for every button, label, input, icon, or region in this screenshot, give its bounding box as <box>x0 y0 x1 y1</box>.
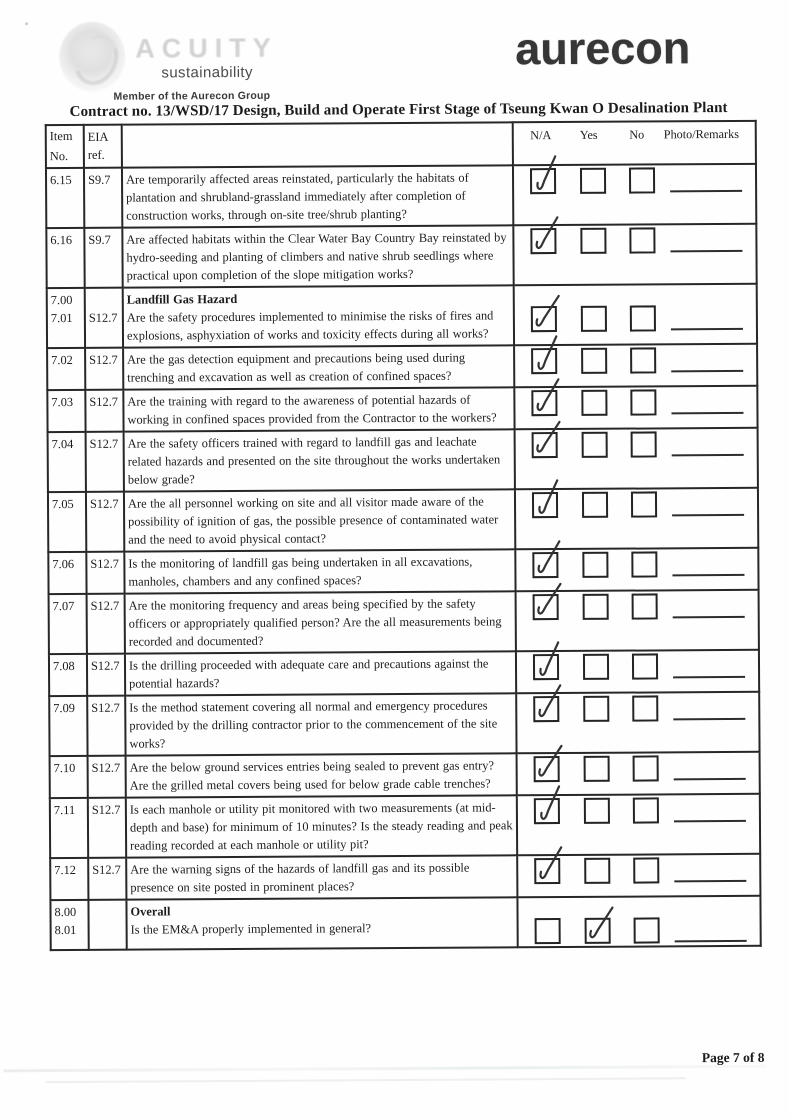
table-row <box>46 164 756 228</box>
eia-ref-cell <box>87 594 125 654</box>
eia-ref: S12.7 <box>90 495 120 513</box>
no-checkbox <box>630 389 656 415</box>
question-text: Are the all personnel working on site and all visitor made aware of the possibility of ignition of gas, the possible presence of contaminated water and the need to avoid physical contact? <box>128 492 511 548</box>
item-no-cell <box>49 654 87 696</box>
answer-options <box>520 653 755 680</box>
eia-ref: S12.7 <box>90 555 120 573</box>
yes-checkbox <box>581 306 607 332</box>
check-mark-icon <box>529 841 574 886</box>
no-checkbox <box>629 227 655 253</box>
answer-options <box>520 593 755 620</box>
na-column-label: N/A <box>524 126 558 144</box>
check-mark-icon <box>527 535 572 580</box>
question-header <box>122 122 513 167</box>
acuity-tagline: Member of the Aurecon Group <box>113 90 270 103</box>
table-row <box>47 344 757 390</box>
question-cell <box>123 387 514 431</box>
item-no: 7.12 <box>54 861 84 879</box>
answer-options <box>519 551 754 578</box>
question-cell <box>125 591 516 653</box>
yes-checkbox <box>583 594 609 620</box>
yes-checkbox <box>584 798 610 824</box>
acuity-emblem-icon <box>59 22 125 92</box>
acuity-brand-text: ACUITY <box>135 33 278 65</box>
no-checkbox <box>629 167 655 193</box>
question-text: Is the EM&A properly implemented in general? <box>131 918 514 938</box>
remarks-blank-line <box>671 412 743 414</box>
check-mark-icon <box>525 414 572 461</box>
item-no-cell <box>47 288 85 348</box>
table-row <box>47 284 757 348</box>
yes-checkbox <box>584 858 610 884</box>
item-no: 7.01 <box>51 309 81 327</box>
na-checkbox <box>533 654 559 680</box>
question-text: Are the below ground services entries being sealed to prevent gas entry? Are the grilled metal covers being used for below grade cable trenches? <box>130 756 513 794</box>
question-cell <box>122 165 513 227</box>
no-checkbox <box>631 431 657 457</box>
na-checkbox <box>532 432 558 458</box>
no-checkbox <box>630 305 656 331</box>
table-row <box>49 590 759 654</box>
item-no-cell <box>48 432 86 492</box>
eia-ref: S12.7 <box>89 393 119 411</box>
table-row <box>50 752 760 798</box>
yes-checkbox <box>582 552 608 578</box>
answer-options <box>522 917 757 944</box>
no-checkbox <box>633 797 659 823</box>
item-no: 8.01 <box>55 921 85 939</box>
table-row <box>48 548 758 594</box>
item-no: 7.06 <box>52 555 82 573</box>
question-cell <box>126 795 517 857</box>
yes-checkbox <box>580 168 606 194</box>
remarks-blank-line <box>672 514 744 516</box>
eia-ref: S12.7 <box>91 657 121 675</box>
item-no: 7.04 <box>52 435 82 453</box>
yes-checkbox <box>581 348 607 374</box>
eia-ref-cell <box>85 390 123 432</box>
no-checkbox <box>633 857 659 883</box>
remarks-blank-line <box>670 250 742 252</box>
eia-ref: S9.7 <box>88 171 118 189</box>
question-text: Are the gas detection equipment and precautions being used during trenching and excavation as well as creation of confined spaces? <box>127 348 510 386</box>
table-row <box>49 650 759 696</box>
item-no: 6.15 <box>50 171 80 189</box>
page-number: Page 7 of 8 <box>702 1050 765 1066</box>
item-no-header <box>46 125 84 168</box>
item-no-cell <box>50 756 88 798</box>
item-no-cell <box>50 858 88 900</box>
check-mark-icon <box>527 738 574 785</box>
remarks-blank-line <box>672 574 744 576</box>
item-no-cell <box>49 594 87 654</box>
eia-ref-cell <box>86 492 124 552</box>
question-cell <box>126 897 517 949</box>
item-no-cell <box>46 228 84 288</box>
table-row <box>50 794 760 858</box>
item-no: 7.09 <box>53 699 83 717</box>
question-text: Are the training with regard to the awareness of potential hazards of working in confined spaces provided from the Contractor to the workers? <box>127 390 510 428</box>
no-checkbox <box>632 593 658 619</box>
table-row <box>48 488 758 552</box>
question-text: Are the safety officers trained with regard to landfill gas and leachate related hazards and presented on the site throughout the works undertaken below grade? <box>128 432 511 488</box>
table-row <box>49 692 759 756</box>
check-mark-icon <box>524 288 571 335</box>
item-no-cell <box>50 900 88 950</box>
no-checkbox <box>634 917 660 943</box>
eia-ref-cell <box>87 696 125 756</box>
no-checkbox <box>633 755 659 781</box>
answer-options <box>519 431 754 458</box>
scan-streak <box>46 1077 686 1083</box>
question-cell <box>123 285 514 347</box>
check-mark-icon <box>523 150 570 197</box>
item-no: 7.11 <box>54 801 84 819</box>
table-row <box>50 896 760 950</box>
item-header-line1: Item <box>50 128 80 145</box>
item-no-cell <box>49 696 87 756</box>
yes-checkbox <box>582 492 608 518</box>
yes-checkbox <box>583 696 609 722</box>
na-checkbox <box>531 390 557 416</box>
item-no: 7.07 <box>53 597 83 615</box>
check-mark-icon <box>525 211 570 256</box>
section-heading: Overall <box>130 900 513 920</box>
na-checkbox <box>530 228 556 254</box>
scan-speck <box>25 22 28 25</box>
eia-ref-cell <box>84 228 122 288</box>
table-row <box>48 428 758 492</box>
eia-ref-cell <box>87 654 125 696</box>
question-text: Are the safety procedures implemented to minimise the risks of fires and explosions, asphyxiation of works and toxicity effects during all works? <box>127 306 510 344</box>
question-cell <box>126 753 517 797</box>
yes-checkbox <box>583 654 609 680</box>
na-checkbox <box>533 594 559 620</box>
item-no: 7.10 <box>54 759 84 777</box>
checklist-table <box>45 120 762 951</box>
eia-ref-header: EIA ref. <box>84 125 122 168</box>
eia-ref: S9.7 <box>88 231 118 249</box>
eia-ref-cell <box>86 552 124 594</box>
table-row <box>50 854 760 900</box>
question-text: Is the monitoring of landfill gas being undertaken in all excavations, manholes, chambers and any confined spaces? <box>128 552 511 590</box>
answer-options <box>521 857 756 884</box>
check-mark-icon <box>526 636 573 683</box>
na-checkbox <box>531 306 557 332</box>
na-checkbox <box>532 552 558 578</box>
eia-ref: S12.7 <box>92 801 122 819</box>
item-no: 7.03 <box>51 393 81 411</box>
no-checkbox <box>632 653 658 679</box>
no-checkbox <box>630 347 656 373</box>
item-no: 7.08 <box>53 657 83 675</box>
remarks-blank-line <box>674 778 746 780</box>
eia-ref-cell <box>84 168 122 228</box>
answer-options <box>518 305 753 332</box>
eia-ref-cell <box>86 432 124 492</box>
item-no: 8.00 <box>54 903 84 921</box>
na-checkbox <box>534 858 560 884</box>
na-checkbox <box>530 168 556 194</box>
eia-ref: S12.7 <box>89 309 119 327</box>
item-no-cell <box>48 552 86 594</box>
eia-ref-cell <box>85 288 123 348</box>
yes-checkbox <box>585 918 611 944</box>
question-cell <box>122 225 513 287</box>
question-cell <box>124 549 515 593</box>
answer-options <box>518 389 753 416</box>
acuity-sustainability-text: sustainability <box>161 64 253 82</box>
aurecon-logo: aurecon <box>515 22 690 75</box>
na-checkbox <box>535 918 561 944</box>
yes-checkbox <box>580 228 606 254</box>
check-mark-icon <box>578 900 625 947</box>
question-cell <box>125 693 516 755</box>
section-heading: Landfill Gas Hazard <box>127 288 510 308</box>
na-checkbox <box>534 756 560 782</box>
eia-ref-cell <box>88 798 126 858</box>
answer-options <box>518 347 753 374</box>
remarks-blank-line <box>670 190 742 192</box>
remarks-blank-line <box>674 880 746 882</box>
question-text: Is each manhole or utility pit monitored with two measurements (at mid-depth and base) for minimum of 10 minutes? Is the steady reading and peak reading recorded at each manhole or utility pit? <box>130 798 513 854</box>
question-text: Is the drilling proceeded with adequate care and precautions against the potential hazards? <box>129 654 512 692</box>
remarks-blank-line <box>673 718 745 720</box>
yes-column-label: Yes <box>572 126 606 144</box>
check-mark-icon <box>525 330 572 377</box>
remarks-blank-line <box>672 454 744 456</box>
no-checkbox <box>631 491 657 517</box>
remarks-blank-line <box>674 820 746 822</box>
check-mark-icon <box>526 576 573 623</box>
answer-options <box>519 491 754 518</box>
question-text: Are the warning signs of the hazards of landfill gas and its possible presence on site posted in prominent places? <box>130 858 513 896</box>
answer-cell <box>517 896 760 947</box>
check-mark-icon <box>527 780 574 827</box>
check-mark-icon <box>526 373 571 418</box>
na-checkbox <box>533 696 559 722</box>
question-text: Are the monitoring frequency and areas being specified by the safety officers or appropriately qualified person? Are the all measurements being recorded and documented? <box>129 594 512 650</box>
eia-ref: S12.7 <box>91 699 121 717</box>
eia-ref-cell <box>88 900 126 950</box>
item-no-cell <box>46 168 84 228</box>
table-header-row <box>46 121 756 168</box>
item-no-cell <box>47 390 85 432</box>
eia-ref: S12.7 <box>92 759 122 777</box>
eia-ref: S12.7 <box>90 435 120 453</box>
item-no-cell <box>48 492 86 552</box>
check-mark-icon <box>528 679 573 724</box>
remarks-blank-line <box>671 328 743 330</box>
yes-checkbox <box>584 756 610 782</box>
answer-options <box>517 227 752 254</box>
yes-checkbox <box>581 390 607 416</box>
checklist-body <box>46 164 761 950</box>
eia-ref-cell <box>88 756 126 798</box>
item-no-cell <box>50 798 88 858</box>
item-no: 6.16 <box>50 231 80 249</box>
item-no: 7.02 <box>51 351 81 369</box>
check-mark-icon <box>525 474 572 521</box>
item-header-line2: No. <box>50 148 80 165</box>
answer-options <box>517 167 752 194</box>
item-no-cell <box>47 348 85 390</box>
eia-ref-cell <box>88 858 126 900</box>
remarks-blank-line <box>675 940 747 942</box>
question-cell <box>123 345 514 389</box>
answer-options <box>521 797 756 824</box>
table-row <box>46 224 756 288</box>
no-checkbox <box>631 551 657 577</box>
question-text: Are affected habitats within the Clear Water Bay Country Bay reinstated by hydro-seeding and planting of climbers and native shrub seedlings where practical upon completion of the slope mitigation works? <box>126 228 509 284</box>
photo-remarks-column-label: Photo/Remarks <box>664 125 756 144</box>
page-title: Contract no. 13/WSD/17 Design, Build and Operate First Stage of Tseung Kwan O Desalination Plant <box>42 100 756 121</box>
eia-ref-cell <box>85 348 123 390</box>
acuity-logo <box>57 16 318 110</box>
question-cell <box>126 855 517 899</box>
no-column-label: No <box>620 125 654 143</box>
item-no: 7.05 <box>52 495 82 513</box>
na-checkbox <box>531 348 557 374</box>
scan-streak <box>3 1065 765 1073</box>
na-checkbox <box>534 798 560 824</box>
answer-options <box>520 695 755 722</box>
question-cell <box>124 489 515 551</box>
eia-ref: S12.7 <box>91 597 121 615</box>
question-cell <box>125 651 516 695</box>
answer-cell <box>517 854 760 897</box>
item-no: 7.00 <box>51 291 81 309</box>
eia-ref: S12.7 <box>92 861 122 879</box>
question-text: Are temporarily affected areas reinstated, particularly the habitats of plantation and shrubland-grassland immediately after completion of construction works, through on-site tree/shrub planting? <box>126 168 509 224</box>
table-row <box>47 386 757 432</box>
remarks-blank-line <box>673 676 745 678</box>
answer-cell <box>513 224 756 285</box>
na-checkbox <box>532 492 558 518</box>
eia-ref: S12.7 <box>89 351 119 369</box>
question-cell <box>124 429 515 491</box>
no-checkbox <box>632 695 658 721</box>
answer-options <box>521 755 756 782</box>
remarks-blank-line <box>671 370 743 372</box>
yes-checkbox <box>582 432 608 458</box>
question-text: Is the method statement covering all normal and emergency procedures provided by the drilling contractor prior to the commencement of the site works? <box>129 696 512 752</box>
remarks-blank-line <box>673 616 745 618</box>
